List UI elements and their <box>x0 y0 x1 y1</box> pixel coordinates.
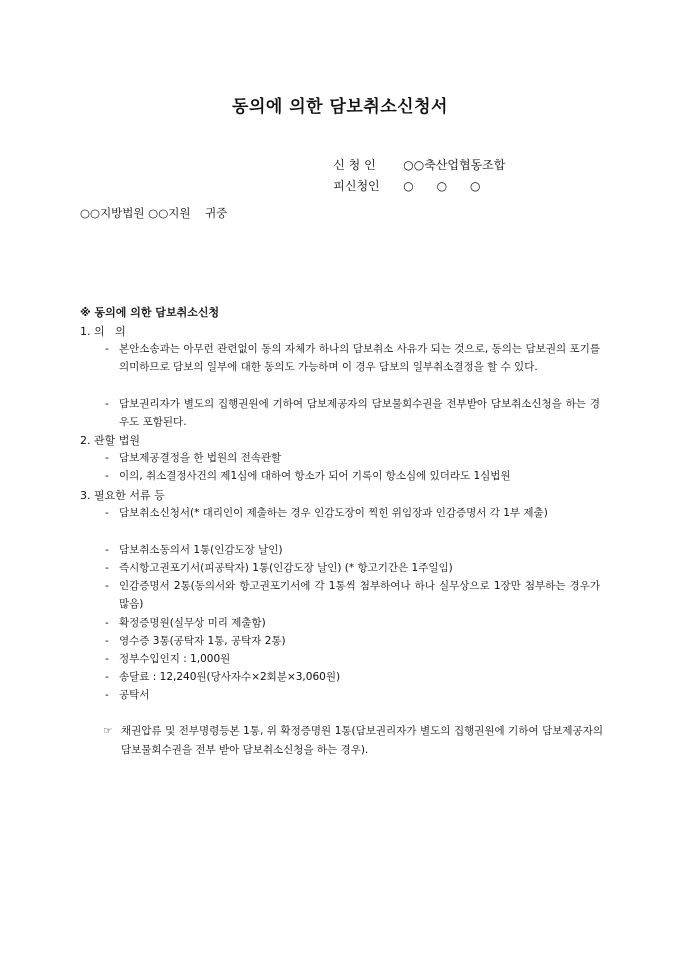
pointing-hand-icon: ☞ <box>103 725 113 737</box>
section-heading-3: 3. 필요한 서류 등 <box>80 489 165 502</box>
dash-bullet: - <box>105 671 109 683</box>
dash-bullet: - <box>105 635 109 647</box>
respondent-row <box>318 163 480 208</box>
dash-bullet: - <box>105 617 109 629</box>
dash-bullet: - <box>105 653 109 665</box>
list-item: - 담보취소동의서 1통(인감도장 날인) <box>105 541 600 559</box>
list-item: - 즉시항고권포기서(피공탁자) 1통(인감도장 날인) (* 항고기간은 1주일임) <box>105 559 600 577</box>
list-item: - 본안소송과는 아무런 관련없이 동의 자체가 하나의 담보취소 사유가 되는 것으로, 동의는 담보권의 포기를 의미하므로 담보의 일부에 대한 동의도 가능하며 이 경우 담보의 일부취소결정을 할 수 있다. <box>105 340 600 376</box>
applicant-value: ○○축산업협동조합 <box>403 158 506 172</box>
document-title: 동의에 의한 담보취소신청서 <box>232 97 448 117</box>
list-item: - 정부수입인지 : 1,000원 <box>105 650 600 668</box>
list-item: - 담보권리자가 별도의 집행권원에 기하여 담보제공자의 담보물회수권을 전부받아 담보취소신청을 하는 경우도 포함된다. <box>105 395 600 431</box>
section-heading-1: 1. 의 의 <box>80 325 126 338</box>
dash-bullet: - <box>105 343 109 355</box>
list-item: - 인감증명서 2통(동의서와 항고권포기서에 각 1통씩 첨부하여나 하나 실무상으로 1장만 첨부하는 경우가 많음) <box>105 577 600 613</box>
dash-bullet: - <box>105 580 109 592</box>
dash-bullet: - <box>105 562 109 574</box>
list-item: - 영수증 3통(공탁자 1통, 공탁자 2통) <box>105 632 600 650</box>
section-heading-2: 2. 관할 법원 <box>80 434 140 447</box>
respondent-value: ○ ○ ○ <box>403 179 481 193</box>
note-paragraph <box>103 722 603 760</box>
dash-bullet: - <box>105 398 109 410</box>
applicant-label: 신 청 인 <box>333 158 376 172</box>
dash-bullet: - <box>105 507 109 519</box>
dash-bullet: - <box>105 470 109 482</box>
list-item: - 이의, 취소결정사건의 제1심에 대하여 항소가 되어 기록이 항소심에 있더라도 1심법원 <box>105 467 600 485</box>
dash-bullet: - <box>105 452 109 464</box>
dash-bullet: - <box>105 544 109 556</box>
dash-bullet: - <box>105 689 109 701</box>
respondent-label: 피신청인 <box>333 179 380 193</box>
list-item: - 확정증명원(실무상 미리 제출함) <box>105 614 600 632</box>
court-addressee: ○○지방법원 ○○지원 귀중 <box>80 206 228 220</box>
list-item: - 담보제공결정을 한 법원의 전속관할 <box>105 449 600 467</box>
list-item: - 공탁서 <box>105 686 600 704</box>
list-item: - 담보취소신청서(* 대리인이 제출하는 경우 인감도장이 찍힌 위임장과 인감증명서 각 1부 제출) <box>105 504 600 522</box>
list-item: - 송달료 : 12,240원(당사자수×2회분×3,060원) <box>105 668 600 686</box>
note-text: 채권압류 및 전부명령등본 1통, 위 확정증명원 1통(담보권리자가 별도의 집행권원에 기하여 담보제공자의 담보물회수권을 전부 받아 담보취소신청을 하는 경우). <box>121 725 603 756</box>
section-title: ※ 동의에 의한 담보취소신청 <box>80 306 220 319</box>
